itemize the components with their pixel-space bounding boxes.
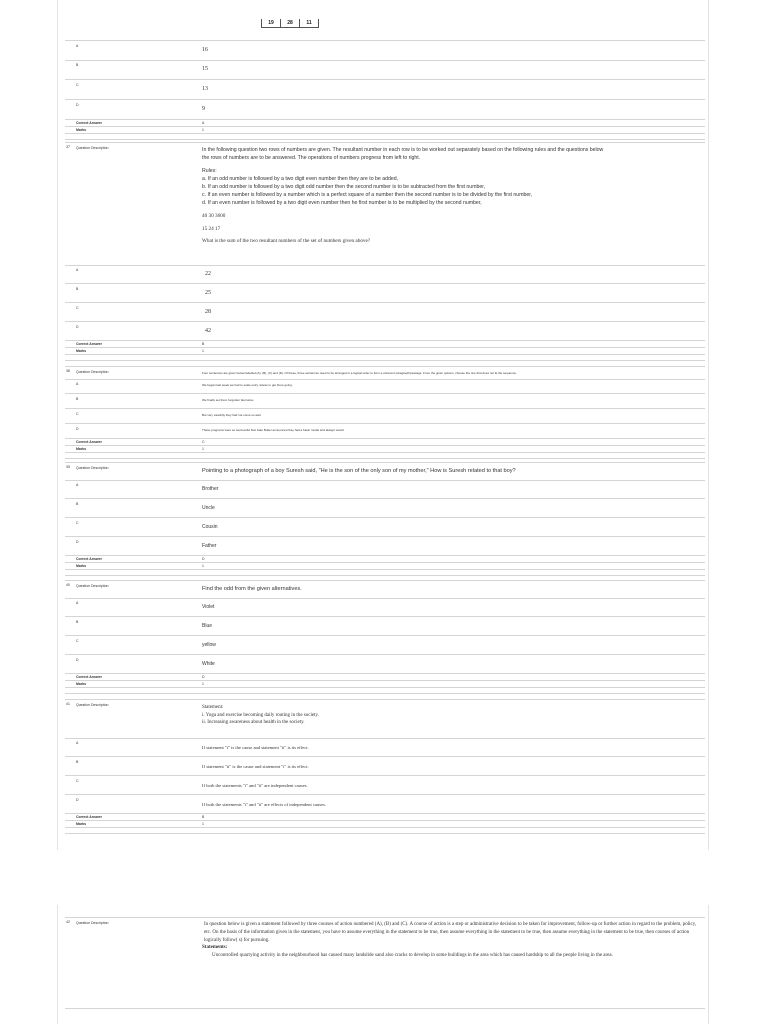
option-text: Cousin [202, 524, 218, 530]
option-text: White [202, 661, 215, 667]
option-text: If both the statements "i" and "ii" are effects of independent causes. [202, 802, 327, 807]
question-line: b. If an odd number is followed by a two digit odd number then the second number is to be subtracted from the first number, [202, 184, 486, 191]
option-row-d [65, 100, 705, 120]
option-label: C [76, 83, 79, 87]
correct-answer-row [65, 814, 705, 821]
statement-text: Uncontrolled quarrying activity in the neighbourhood has caused many landslide sand also cracks to develop in some buildings in the area which has caused hardship to all the people living in the area. [212, 953, 613, 958]
correct-answer-row [65, 439, 705, 446]
divider [65, 134, 705, 140]
question-description-label: Question Description [76, 466, 109, 470]
correct-answer-value: D [202, 675, 205, 679]
option-text: 22 [205, 271, 211, 277]
option-text: We began last week we had to scale entry unless to get there going. [202, 383, 293, 387]
option-text: 42 [205, 328, 211, 334]
question-description-label: Question Description [76, 370, 109, 374]
question-text [202, 704, 702, 727]
option-label: C [76, 779, 79, 783]
option-text: We finally set them forgotten fast twice. [202, 398, 255, 402]
option-row-b [65, 499, 705, 518]
correct-answer-label: Correct Answer [76, 557, 102, 561]
option-label: B [76, 760, 79, 764]
option-text: If statement "ii" is the cause and statement "i" is its effect. [202, 764, 309, 769]
question-text [202, 146, 702, 245]
marks-row [65, 681, 705, 688]
correct-answer-row [65, 674, 705, 681]
question-line: Rules: [202, 168, 217, 175]
option-row-c [65, 80, 705, 100]
option-label: A [76, 382, 79, 386]
question-description-label: Question Description [76, 921, 109, 925]
option-row-c [65, 303, 705, 322]
divider [65, 688, 705, 694]
option-text: But very carefully they had not come so well. [202, 413, 262, 417]
option-text: Blue [202, 623, 213, 629]
table-cell: 11 [306, 20, 312, 26]
option-label: A [76, 741, 79, 745]
question-text: Four sentences are given below labelled (A), (B), (C) and (D). Of these, three sentences need to be arranged in a logical order to form a coherent paragraph/passage. From the given options, choose the one that does not fit the sequence. [202, 371, 517, 375]
document-page [57, 0, 709, 850]
question-number: 39 [66, 465, 70, 469]
option-label: D [76, 103, 79, 107]
option-row-d [65, 795, 705, 814]
question-text: Pointing to a photograph of a boy Suresh said, "He is the son of the only son of my mother," How is Suresh related to that boy? [202, 468, 516, 474]
marks-label: Marks [76, 349, 87, 353]
option-row-d [65, 424, 705, 439]
marks-value: 1 [202, 682, 204, 686]
marks-label: Marks [76, 564, 87, 568]
question-text [202, 921, 702, 960]
marks-value: 1 [202, 564, 204, 568]
marks-row [65, 348, 705, 355]
option-row-d [65, 655, 705, 674]
option-label: D [76, 798, 79, 802]
option-label: C [76, 521, 79, 525]
marks-row [65, 821, 705, 828]
question-number: 40 [66, 583, 70, 587]
question-line: What is the sum of the two resultant numbers of the set of numbers given above? [202, 237, 371, 244]
question-line: the rows of numbers are to be answered. The operations of numbers progress from left to right. [202, 155, 421, 162]
question-description-row [65, 917, 705, 1009]
question-line: i. Yoga and exercise becoming daily routing in the society. [202, 712, 319, 718]
number-table [261, 19, 319, 28]
marks-label: Marks [76, 128, 87, 132]
option-row-a [65, 738, 705, 757]
correct-answer-value: C [202, 440, 205, 444]
table-cell: 28 [281, 19, 300, 27]
question-line: 40 30 3600 [202, 213, 226, 220]
option-row-a [65, 40, 705, 61]
option-row-c [65, 636, 705, 655]
option-text: If both the statements "i" and "ii" are independent causes. [202, 783, 308, 788]
correct-answer-row [65, 341, 705, 348]
option-text: 25 [205, 290, 211, 296]
marks-value: 1 [202, 447, 204, 451]
option-text: Violet [202, 604, 215, 610]
marks-value: 1 [202, 349, 204, 353]
option-row-a [65, 265, 705, 284]
option-row-b [65, 60, 705, 80]
option-label: B [76, 620, 79, 624]
option-label: C [76, 412, 79, 416]
option-text: 28 [205, 309, 211, 315]
option-row-d [65, 322, 705, 341]
correct-answer-row [65, 556, 705, 563]
option-label: A [76, 601, 79, 605]
option-label: D [76, 658, 79, 662]
marks-label: Marks [76, 822, 87, 826]
option-text: 9 [202, 106, 205, 112]
correct-answer-value: A [202, 121, 205, 125]
question-line: 15 24 17 [202, 225, 221, 232]
question-number: 38 [66, 369, 70, 373]
option-text: If statement "i" is the cause and statement "ii" is its effect. [202, 745, 309, 750]
correct-answer-value: B [202, 815, 205, 819]
correct-answer-label: Correct Answer [76, 121, 102, 125]
option-text: Uncle [202, 505, 215, 511]
option-label: A [76, 268, 79, 272]
option-label: B [76, 397, 79, 401]
option-text: 13 [202, 86, 208, 92]
option-text: Father [202, 543, 217, 549]
marks-value: 1 [202, 822, 204, 826]
question-intro: In question below is given a statement followed by three courses of action numbered (A), (B) and (C). A course of action is a step or administrative decision to be taken for improvement, follow-up or further action in regard to the problem, policy, etc. On the basis of the information given in the statement, you have to assume everything in the statement to be true, then assume everything in the statement to be true, then assume everything in the statement to be true, then courses of action logically follow( s) for pursuing. [204, 922, 697, 943]
question-description-label: Question Description [76, 146, 109, 150]
marks-row [65, 446, 705, 453]
option-row-b [65, 617, 705, 636]
correct-answer-value: B [202, 342, 205, 346]
option-label: B [76, 63, 79, 67]
question-description-row [65, 366, 705, 380]
correct-answer-label: Correct Answer [76, 815, 102, 819]
option-row-a [65, 598, 705, 617]
option-text: yellow [202, 642, 216, 648]
divider [65, 828, 705, 834]
option-row-c [65, 409, 705, 424]
marks-label: Marks [76, 682, 87, 686]
question-line: ii. Increasing awareness about health in the society. [202, 720, 305, 725]
option-text: 15 [202, 66, 208, 72]
question-description-label: Question Description [76, 584, 109, 588]
option-row-b [65, 394, 705, 409]
correct-answer-label: Correct Answer [76, 342, 102, 346]
option-label: A [76, 44, 79, 48]
marks-value: 1 [202, 128, 204, 132]
marks-row [65, 127, 705, 134]
question-number: 37 [66, 145, 70, 149]
divider [65, 355, 705, 361]
correct-answer-label: Correct Answer [76, 440, 102, 444]
question-text: Find the odd from the given alternatives. [202, 586, 302, 592]
question-description-row [65, 142, 705, 266]
question-line: a. If an odd number is followed by a two digit even number then they are to be added, [202, 176, 399, 183]
option-row-b [65, 757, 705, 776]
question-number: 42 [66, 920, 70, 924]
divider [65, 453, 705, 459]
divider [65, 570, 705, 576]
question-line: d. If an even number is followed by a two digit even number then he first number is to be multiplied by the second number, [202, 200, 482, 207]
option-row-a [65, 480, 705, 499]
marks-row [65, 563, 705, 570]
option-label: A [76, 483, 79, 487]
correct-answer-value: D [202, 557, 205, 561]
option-label: C [76, 306, 79, 310]
document-page-next [57, 905, 709, 1024]
option-row-a [65, 379, 705, 394]
option-text: These programs were so successful that Jake Butler announced they had a basic model and always would. [202, 428, 345, 432]
question-description-row [65, 462, 705, 481]
option-label: C [76, 639, 79, 643]
option-label: B [76, 287, 79, 291]
correct-answer-label: Correct Answer [76, 675, 102, 679]
question-line: c. If an even number is followed by a number which is a perfect square of a number then the second number is to be divided by the first number, [202, 192, 533, 199]
option-label: D [76, 427, 79, 431]
marks-label: Marks [76, 447, 87, 451]
question-line: In the following question two rows of numbers are given. The resultant number in each row is to be worked out separately based on the following rules and the questions below [202, 147, 604, 153]
question-number: 41 [66, 702, 70, 706]
option-row-b [65, 284, 705, 303]
option-row-c [65, 776, 705, 795]
question-description-row [65, 699, 705, 739]
option-row-c [65, 518, 705, 537]
statements-label: Statements: [202, 945, 228, 951]
question-description-row [65, 580, 705, 599]
correct-answer-row [65, 120, 705, 127]
option-text: 16 [202, 47, 208, 53]
option-text: Brother [202, 486, 219, 492]
option-label: D [76, 325, 79, 329]
table-cell: 19 [262, 19, 281, 27]
option-label: D [76, 540, 79, 544]
question-description-label: Question Description [76, 703, 109, 707]
option-row-d [65, 537, 705, 556]
option-label: B [76, 502, 79, 506]
question-line: Statement: [202, 705, 224, 710]
